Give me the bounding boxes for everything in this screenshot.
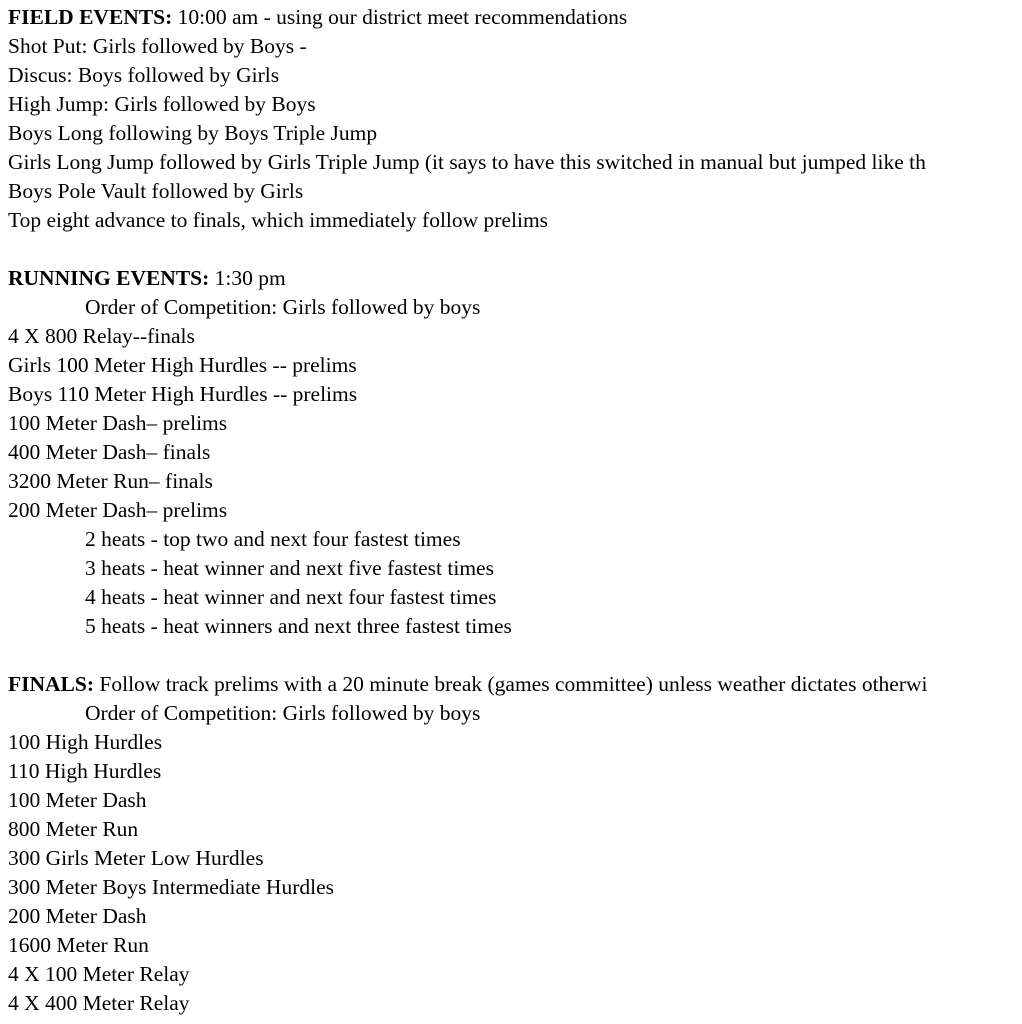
field-event-line: Top eight advance to finals, which immediately follow prelims bbox=[8, 208, 549, 232]
field-event-line: Girls Long Jump followed by Girls Triple Jump (it says to have this switched in manual but jumped like th bbox=[8, 150, 926, 174]
finals-heading-line bbox=[8, 670, 1022, 699]
running-event-line: 200 Meter Dash– prelims bbox=[8, 498, 228, 522]
document-body bbox=[8, 3, 1022, 1018]
finals-event-line: 300 Girls Meter Low Hurdles bbox=[8, 846, 264, 870]
running-event-line: Boys 110 Meter High Hurdles -- prelims bbox=[8, 382, 358, 406]
running-events-heading: RUNNING EVENTS: bbox=[8, 266, 210, 290]
running-event-line: 400 Meter Dash– finals bbox=[8, 440, 211, 464]
field-event-line: Boys Pole Vault followed by Girls bbox=[8, 179, 304, 203]
finals-heading-rest: Follow track prelims with a 20 minute break (games committee) unless weather dictates otherwi bbox=[94, 672, 928, 696]
field-events-heading-rest: 10:00 am - using our district meet recommendations bbox=[172, 5, 628, 29]
field-events-heading-line bbox=[8, 3, 1022, 32]
spacer bbox=[8, 641, 1022, 670]
field-event-line: High Jump: Girls followed by Boys bbox=[8, 92, 316, 116]
running-event-line: 100 Meter Dash– prelims bbox=[8, 411, 228, 435]
heats-rule-line: 2 heats - top two and next four fastest times bbox=[85, 527, 461, 551]
heats-rule-line: 5 heats - heat winners and next three fastest times bbox=[85, 614, 512, 638]
spacer bbox=[8, 235, 1022, 264]
finals-event-line: 1600 Meter Run bbox=[8, 933, 149, 957]
field-events-heading: FIELD EVENTS: bbox=[8, 5, 173, 29]
finals-event-line: 110 High Hurdles bbox=[8, 759, 162, 783]
running-event-line: 3200 Meter Run– finals bbox=[8, 469, 213, 493]
running-events-heading-line bbox=[8, 264, 1022, 293]
finals-event-line: 200 Meter Dash bbox=[8, 904, 147, 928]
running-events-heading-rest: 1:30 pm bbox=[209, 266, 286, 290]
field-event-line: Discus: Boys followed by Girls bbox=[8, 63, 280, 87]
finals-event-line: 4 X 100 Meter Relay bbox=[8, 962, 190, 986]
field-event-line: Shot Put: Girls followed by Boys - bbox=[8, 34, 307, 58]
finals-event-line: 800 Meter Run bbox=[8, 817, 139, 841]
finals-event-line: 100 Meter Dash bbox=[8, 788, 147, 812]
heats-rule-line: 3 heats - heat winner and next five fastest times bbox=[85, 556, 494, 580]
finals-event-line: 4 X 400 Meter Relay bbox=[8, 991, 190, 1015]
running-event-line: 4 X 800 Relay--finals bbox=[8, 324, 195, 348]
finals-heading: FINALS: bbox=[8, 672, 95, 696]
field-event-line: Boys Long following by Boys Triple Jump bbox=[8, 121, 378, 145]
finals-event-line: 100 High Hurdles bbox=[8, 730, 163, 754]
running-event-line: Girls 100 Meter High Hurdles -- prelims bbox=[8, 353, 357, 377]
running-order-of-competition: Order of Competition: Girls followed by boys bbox=[85, 295, 481, 319]
finals-order-of-competition: Order of Competition: Girls followed by boys bbox=[85, 701, 481, 725]
finals-event-line: 300 Meter Boys Intermediate Hurdles bbox=[8, 875, 334, 899]
heats-rule-line: 4 heats - heat winner and next four fastest times bbox=[85, 585, 497, 609]
